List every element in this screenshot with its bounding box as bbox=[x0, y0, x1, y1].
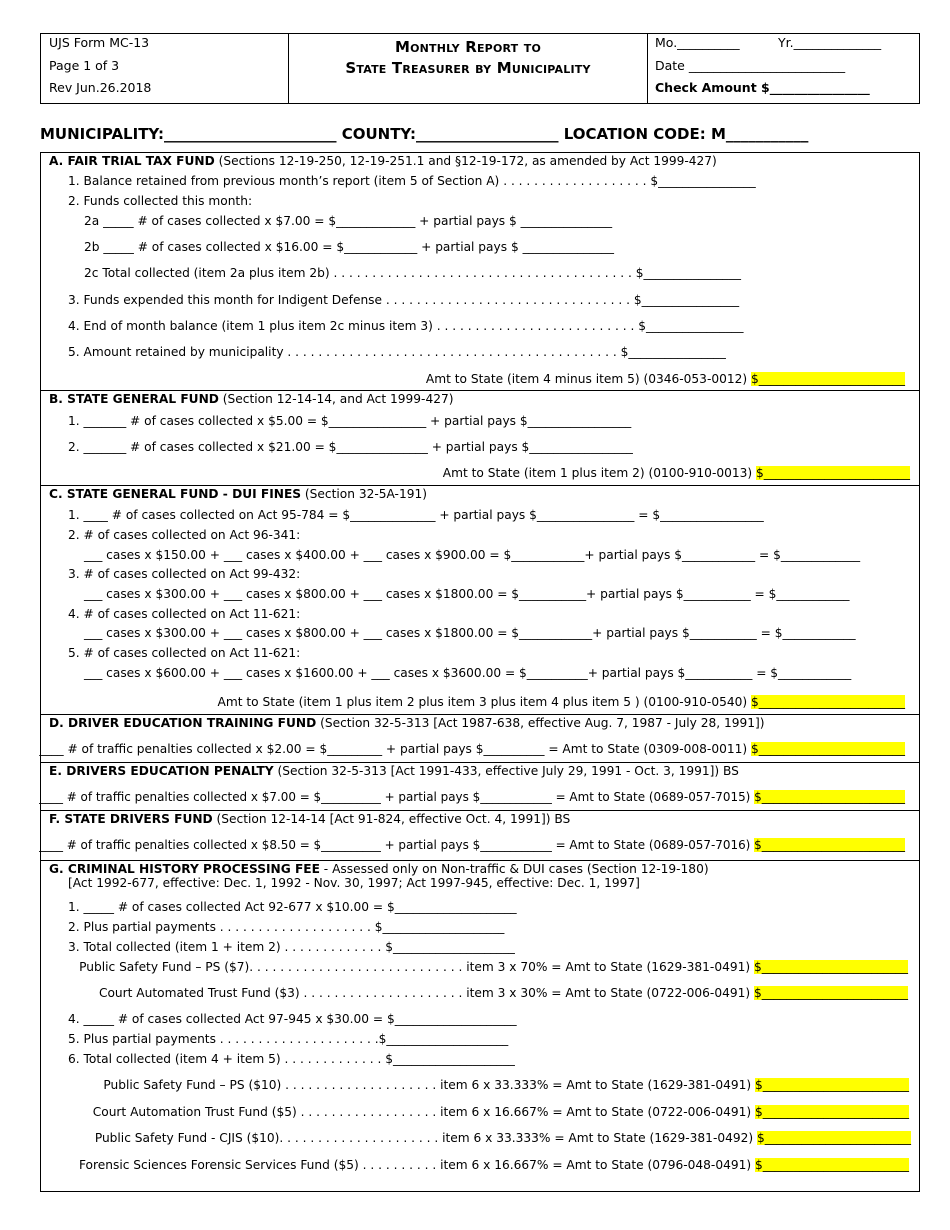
section-g-court-automated-3: Court Automated Trust Fund ($3) . . . . . . . . . . . . . . . . . . . . . item 3 x 30% = Amt to State (0722-006-0491) $________________________ bbox=[98, 986, 908, 1000]
section-g-item-4[interactable]: 4. _____ # of cases collected Act 97-945 x $30.00 = $____________________ bbox=[68, 1012, 517, 1026]
page-number: Page 1 of 3 bbox=[49, 58, 120, 73]
section-g-forensic-5: Forensic Sciences Forensic Services Fund ($5) . . . . . . . . . . item 6 x 16.667% = Amt to State (0796-048-0491) $________________________ bbox=[78, 1158, 909, 1172]
section-a-item-2a[interactable]: 2a _____ # of cases collected x $7.00 = $_____________ + partial pays $ _______________ bbox=[84, 214, 613, 228]
section-c-item-3: 3. # of cases collected on Act 99-432: bbox=[68, 567, 301, 581]
section-e-heading: E. DRIVERS EDUCATION PENALTY (Section 32-5-313 [Act 1991-433, effective July 29, 1991 - Oct. 3, 1991]) BS bbox=[49, 764, 739, 778]
section-g-court-automation-5: Court Automation Trust Fund ($5) . . . . . . . . . . . . . . . . . . item 6 x 16.667% = Amt to State (0722-006-0491) $________________________ bbox=[92, 1105, 909, 1119]
section-e-line bbox=[39, 790, 905, 804]
section-b-amount-to-state: Amt to State (item 1 plus item 2) (0100-910-0013) $________________________ bbox=[442, 466, 910, 480]
form-title bbox=[289, 34, 648, 103]
section-a-heading: A. FAIR TRIAL TAX FUND (Sections 12-19-250, 12-19-251.1 and §12-19-172, as amended by Act 1999-427) bbox=[49, 154, 717, 168]
section-f-heading: F. STATE DRIVERS FUND (Section 12-14-14 [Act 91-824, effective Oct. 4, 1991]) BS bbox=[49, 812, 571, 826]
section-divider bbox=[41, 762, 919, 763]
section-a-item-1[interactable]: 1. Balance retained from previous month’s report (item 5 of Section A) . . . . . . . . . . . . . . . . . . . $________________ bbox=[68, 174, 756, 188]
section-e-entry[interactable]: ____ # of traffic penalties collected x $7.00 = $__________ + partial pays $____________ = Amt to State (0689-057-7015) bbox=[39, 790, 755, 804]
section-b-item-1[interactable]: 1. _______ # of cases collected x $5.00 = $________________ + partial pays $_________________ bbox=[68, 414, 632, 428]
title-line-1: Monthly Report to bbox=[394, 38, 542, 56]
section-c-item-2: 2. # of cases collected on Act 96-341: bbox=[68, 528, 301, 542]
section-b-amount-field[interactable]: $________________________ bbox=[755, 466, 910, 480]
section-g-ps10-amount-field[interactable]: $________________________ bbox=[754, 1078, 909, 1092]
section-d-heading: D. DRIVER EDUCATION TRAINING FUND (Section 32-5-313 [Act 1987-638, effective Aug. 7, 1987 - July 28, 1991]) bbox=[49, 716, 765, 730]
section-d-amount-field[interactable]: $________________________ bbox=[750, 742, 905, 756]
form-id: UJS Form MC-13 bbox=[49, 35, 150, 50]
year-field[interactable]: Yr.______________ bbox=[778, 35, 882, 50]
date-field[interactable]: Date _________________________ bbox=[655, 58, 846, 73]
section-c-item-3-line[interactable]: ___ cases x $300.00 + ___ cases x $800.00 + ___ cases x $1800.00 = $___________+ partial pays $___________ = $____________ bbox=[84, 587, 850, 601]
report-period-box bbox=[648, 34, 919, 103]
title-line-2: State Treasurer by Municipality bbox=[345, 59, 591, 77]
section-c-heading: C. STATE GENERAL FUND - DUI FINES (Section 32-5A-191) bbox=[49, 487, 427, 501]
section-a-item-2b[interactable]: 2b _____ # of cases collected x $16.00 = $____________ + partial pays $ _______________ bbox=[84, 240, 614, 254]
section-b-heading: B. STATE GENERAL FUND (Section 12-14-14, and Act 1999-427) bbox=[49, 392, 454, 406]
section-d-line bbox=[39, 742, 905, 756]
section-divider bbox=[41, 390, 919, 391]
section-b-item-2[interactable]: 2. _______ # of cases collected x $21.00 = $_______________ + partial pays $_________________ bbox=[68, 440, 633, 454]
section-f-entry[interactable]: ____ # of traffic penalties collected x $8.50 = $__________ + partial pays $____________ = Amt to State (0689-057-7016) bbox=[39, 838, 755, 852]
section-a-item-4[interactable]: 4. End of month balance (item 1 plus item 2c minus item 3) . . . . . . . . . . . . . . . . . . . . . . . . . . $________________ bbox=[68, 319, 744, 333]
section-e-amount-field[interactable]: $________________________ bbox=[754, 790, 905, 804]
form-header bbox=[40, 33, 920, 104]
section-c-item-4: 4. # of cases collected on Act 11-621: bbox=[68, 607, 301, 621]
section-a-item-3[interactable]: 3. Funds expended this month for Indigent Defense . . . . . . . . . . . . . . . . . . . . . . . . . . . . . . . . $________________ bbox=[68, 293, 740, 307]
check-amount-field[interactable]: Check Amount $________________ bbox=[655, 80, 870, 95]
report-body bbox=[40, 152, 920, 1192]
section-g-forensic-amount-field[interactable]: $________________________ bbox=[754, 1158, 909, 1172]
section-c-item-2-line[interactable]: ___ cases x $150.00 + ___ cases x $400.00 + ___ cases x $900.00 = $____________+ partial pays $____________ = $_____________ bbox=[84, 548, 861, 562]
form-info bbox=[41, 34, 289, 103]
section-g-cjis-10: Public Safety Fund - CJIS ($10). . . . . . . . . . . . . . . . . . . . . item 6 x 33.333% = Amt to State (1629-381-0492) $________________________ bbox=[94, 1131, 911, 1145]
section-g-public-safety-10: Public Safety Fund – PS ($10) . . . . . . . . . . . . . . . . . . . . item 6 x 33.333% = Amt to State (1629-381-0491) $________________________ bbox=[103, 1078, 909, 1092]
section-g-cjis-amount-field[interactable]: $________________________ bbox=[756, 1131, 911, 1145]
section-a-amount-to-state: Amt to State (item 4 minus item 5) (0346-053-0012) $________________________ bbox=[425, 372, 905, 386]
section-g-item-2[interactable]: 2. Plus partial payments . . . . . . . . . . . . . . . . . . . . $____________________ bbox=[68, 920, 505, 934]
section-a-item-2: 2. Funds collected this month: bbox=[68, 194, 253, 208]
section-a-amount-field[interactable]: $________________________ bbox=[750, 372, 905, 386]
section-g-cat5-amount-field[interactable]: $________________________ bbox=[754, 1105, 909, 1119]
revision-date: Rev Jun.26.2018 bbox=[49, 80, 152, 95]
section-f-amount-field[interactable]: $________________________ bbox=[754, 838, 905, 852]
section-c-item-5-line[interactable]: ___ cases x $600.00 + ___ cases x $1600.00 + ___ cases x $3600.00 = $__________+ partial pays $___________ = $____________ bbox=[84, 666, 852, 680]
section-c-amount-field[interactable]: $________________________ bbox=[750, 695, 905, 709]
section-c-item-1[interactable]: 1. ____ # of cases collected on Act 95-784 = $______________ + partial pays $________________ = $_________________ bbox=[68, 508, 764, 522]
section-divider bbox=[41, 714, 919, 715]
section-g-ps7-amount-field[interactable]: $________________________ bbox=[753, 960, 908, 974]
section-g-item-5[interactable]: 5. Plus partial payments . . . . . . . . . . . . . . . . . . . . .$____________________ bbox=[68, 1032, 509, 1046]
section-divider bbox=[41, 810, 919, 811]
month-field[interactable]: Mo.__________ bbox=[655, 35, 740, 50]
section-d-entry[interactable]: ____ # of traffic penalties collected x $2.00 = $_________ + partial pays $__________ = Amt to State (0309-008-0011) bbox=[39, 742, 751, 756]
section-divider bbox=[41, 860, 919, 861]
section-c-amount-to-state: Amt to State (item 1 plus item 2 plus item 3 plus item 4 plus item 5 ) (0100-910-0540) $________________________ bbox=[217, 695, 905, 709]
section-divider bbox=[41, 485, 919, 486]
section-g-item-1[interactable]: 1. _____ # of cases collected Act 92-677 x $10.00 = $____________________ bbox=[68, 900, 517, 914]
section-g-cat3-amount-field[interactable]: $________________________ bbox=[753, 986, 908, 1000]
section-c-item-5: 5. # of cases collected on Act 11-621: bbox=[68, 646, 301, 660]
section-c-item-4-line[interactable]: ___ cases x $300.00 + ___ cases x $800.00 + ___ cases x $1800.00 = $____________+ partial pays $___________ = $____________ bbox=[84, 626, 856, 640]
section-a-item-5[interactable]: 5. Amount retained by municipality . . . . . . . . . . . . . . . . . . . . . . . . . . . . . . . . . . . . . . . . . . . $________________ bbox=[68, 345, 726, 359]
section-g-item-3[interactable]: 3. Total collected (item 1 + item 2) . . . . . . . . . . . . . $____________________ bbox=[68, 940, 515, 954]
section-g-heading: G. CRIMINAL HISTORY PROCESSING FEE - Assessed only on Non-traffic & DUI cases (Section 12-19-180) bbox=[49, 862, 709, 876]
section-f-line bbox=[39, 838, 905, 852]
section-g-public-safety-7: Public Safety Fund – PS ($7). . . . . . . . . . . . . . . . . . . . . . . . . . . . item 3 x 70% = Amt to State (1629-381-0491) $________________________ bbox=[79, 960, 908, 974]
section-a-item-2c[interactable]: 2c Total collected (item 2a plus item 2b) . . . . . . . . . . . . . . . . . . . . . . . . . . . . . . . . . . . . . . . $________________ bbox=[84, 266, 741, 280]
section-g-item-6[interactable]: 6. Total collected (item 4 + item 5) . . . . . . . . . . . . . $____________________ bbox=[68, 1052, 515, 1066]
municipality-county-location-line[interactable]: MUNICIPALITY:_______________________ COUNTY:___________________ LOCATION CODE: M___________ bbox=[40, 125, 809, 143]
section-g-acts: [Act 1992-677, effective: Dec. 1, 1992 - Nov. 30, 1997; Act 1997-945, effective: Dec. 1, 1997] bbox=[68, 876, 640, 890]
